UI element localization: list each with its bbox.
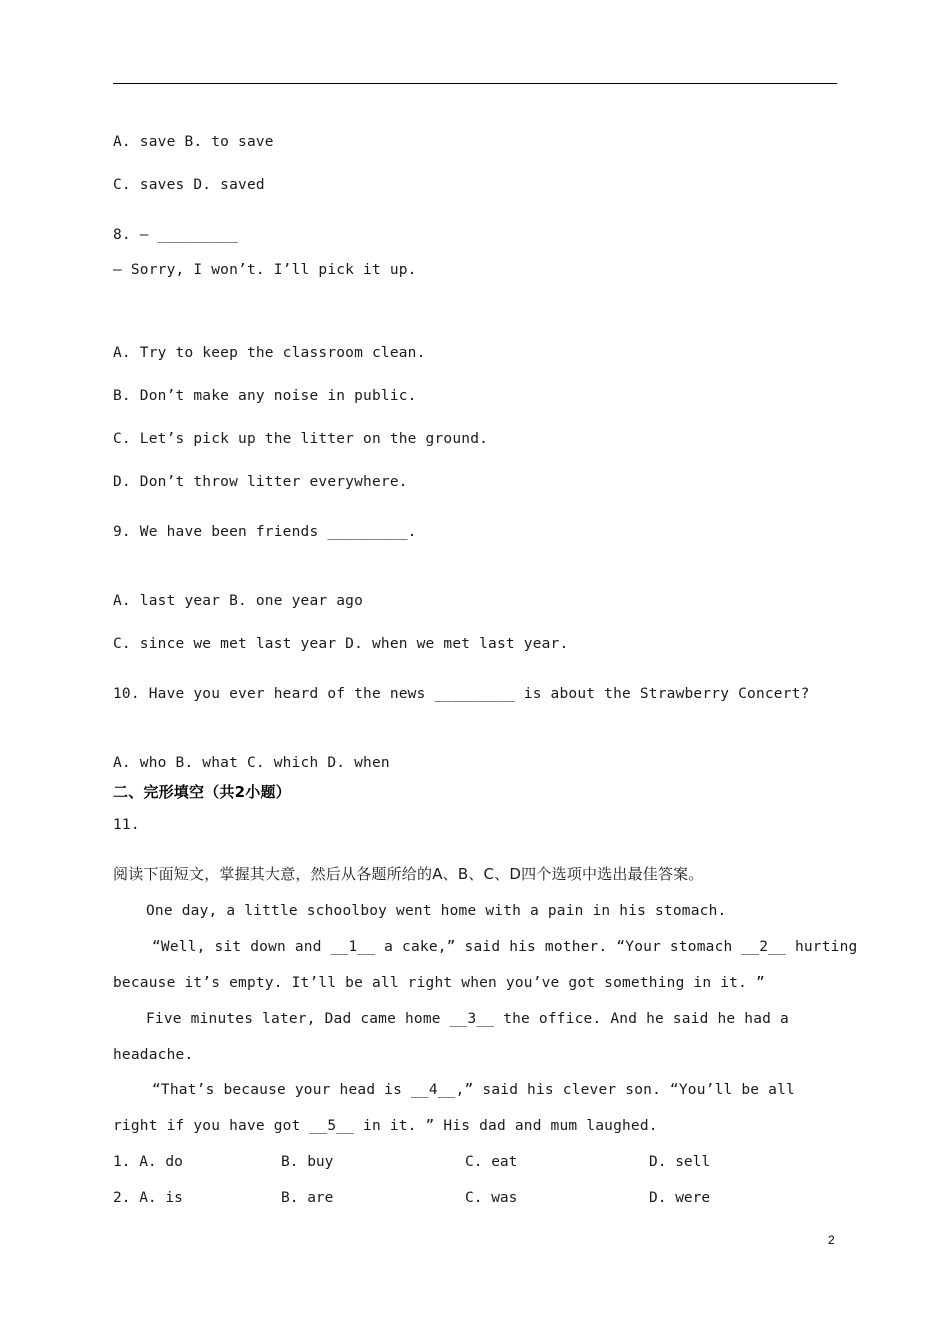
choice-2-d: D. were <box>649 1190 711 1206</box>
passage-line: headache. <box>113 1047 194 1063</box>
header-rule <box>113 83 837 84</box>
passage-line: right if you have got __5__ in it. ” His dad and mum laughed. <box>113 1118 658 1134</box>
section-heading: 二、完形填空（共2小题） <box>113 783 291 801</box>
passage-line: because it’s empty. It’ll be all right when you’ve got something in it. ” <box>113 975 765 991</box>
q9-options-cd: C. since we met last year D. when we met last year. <box>113 636 569 652</box>
q8-option-c: C. Let’s pick up the litter on the ground. <box>113 431 489 447</box>
q11-number: 11. <box>113 817 140 833</box>
passage-line: “That’s because your head is __4__,” said his clever son. “You’ll be all <box>152 1082 795 1098</box>
page-number: 2 <box>828 1233 835 1247</box>
choice-2-b: B. are <box>281 1190 334 1206</box>
choice-1-b: B. buy <box>281 1154 334 1170</box>
passage-line: Five minutes later, Dad came home __3__ the office. And he said he had a <box>146 1011 789 1027</box>
choice-1-a: 1. A. do <box>113 1154 183 1170</box>
q9-options-ab: A. last year B. one year ago <box>113 593 364 609</box>
q8-response: — Sorry, I won’t. I’ll pick it up. <box>113 262 417 278</box>
choice-1-c: C. eat <box>465 1154 518 1170</box>
q8-option-a: A. Try to keep the classroom clean. <box>113 345 426 361</box>
q9-stem: 9. We have been friends _________. <box>113 524 417 540</box>
q10-stem: 10. Have you ever heard of the news _________ is about the Strawberry Concert? <box>113 686 810 702</box>
q8-option-b: B. Don’t make any noise in public. <box>113 388 417 404</box>
passage-line: One day, a little schoolboy went home with a pain in his stomach. <box>146 903 727 919</box>
q10-options: A. who B. what C. which D. when <box>113 755 390 771</box>
choice-2-a: 2. A. is <box>113 1190 183 1206</box>
q8-stem: 8. — _________ <box>113 227 239 243</box>
q7-options-cd: C. saves D. saved <box>113 177 265 193</box>
cloze-instruction: 阅读下面短文，掌握其大意，然后从各题所给的A、B、C、D四个选项中选出最佳答案。 <box>113 865 704 883</box>
choice-2-c: C. was <box>465 1190 518 1206</box>
choice-1-d: D. sell <box>649 1154 711 1170</box>
q7-options-ab: A. save B. to save <box>113 134 274 150</box>
q8-option-d: D. Don’t throw litter everywhere. <box>113 474 408 490</box>
passage-line: “Well, sit down and __1__ a cake,” said his mother. “Your stomach __2__ hurting <box>152 939 858 955</box>
